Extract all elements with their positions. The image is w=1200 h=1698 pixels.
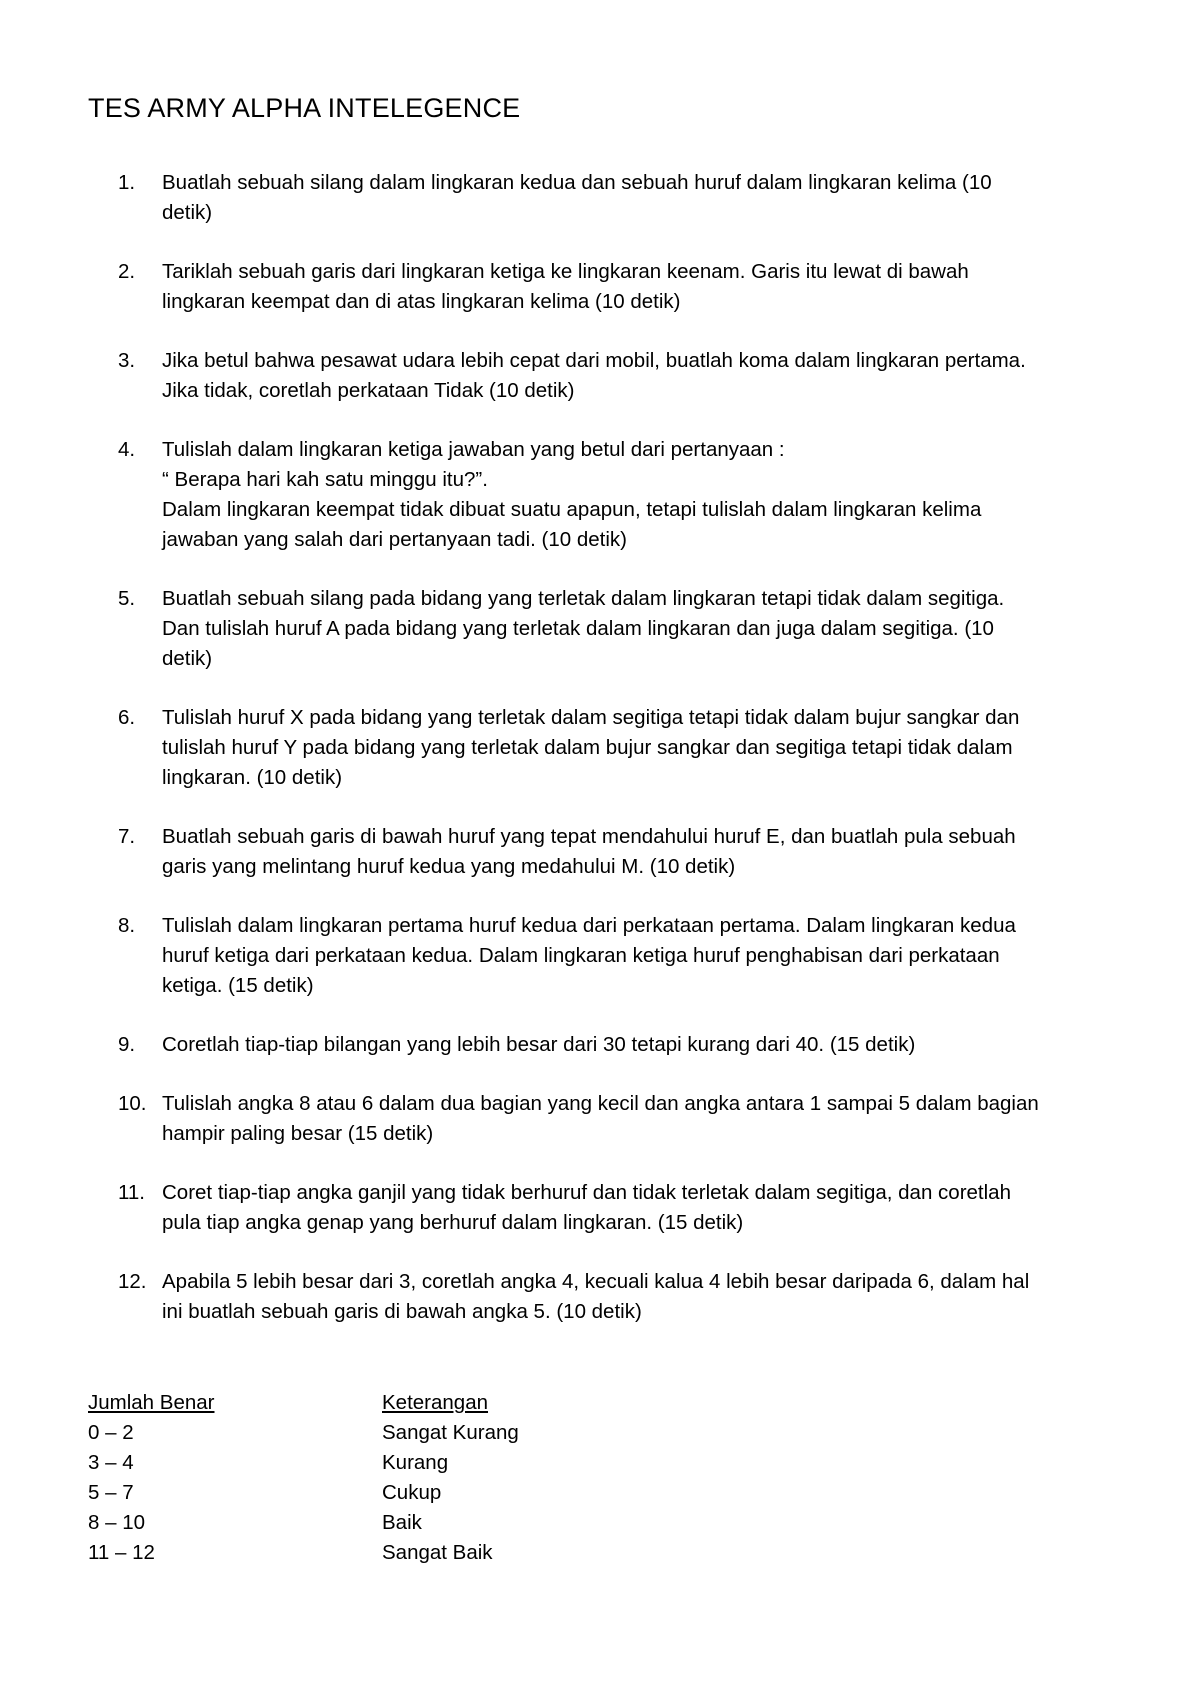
question-text-line: Coretlah tiap-tiap bilangan yang lebih besar dari 30 tetapi kurang dari 40. (15 detik) (162, 1033, 916, 1056)
question-item (88, 346, 1118, 406)
score-table (88, 1388, 519, 1568)
score-description: Cukup (382, 1481, 442, 1504)
question-number: 10. (118, 1092, 147, 1115)
score-row (88, 1508, 519, 1538)
question-text-line: Dan tulislah huruf A pada bidang yang terletak dalam lingkaran dan juga dalam segitiga. (10 (162, 617, 994, 640)
question-text-line: jawaban yang salah dari pertanyaan tadi. (10 detik) (162, 528, 627, 551)
question-text-line: ini buatlah sebuah garis di bawah angka 5. (10 detik) (162, 1300, 642, 1323)
score-description: Kurang (382, 1451, 449, 1474)
question-text-line: “ Berapa hari kah satu minggu itu?”. (162, 468, 488, 491)
score-range: 5 – 7 (88, 1481, 134, 1504)
score-table-header (88, 1388, 519, 1418)
document-title: TES ARMY ALPHA INTELEGENCE (88, 93, 521, 123)
question-item (88, 1030, 1118, 1060)
question-text-line: Tulislah dalam lingkaran pertama huruf kedua dari perkataan pertama. Dalam lingkaran kedua (162, 914, 1016, 937)
score-range: 8 – 10 (88, 1511, 145, 1534)
question-number: 3. (118, 349, 136, 372)
question-number: 8. (118, 914, 136, 937)
question-item (88, 1089, 1118, 1149)
question-text-line: Tulislah huruf X pada bidang yang terletak dalam segitiga tetapi tidak dalam bujur sangkar dan (162, 706, 1020, 729)
header-jumlah-benar: Jumlah Benar (88, 1391, 215, 1414)
question-number: 11. (118, 1181, 145, 1204)
score-description: Sangat Kurang (382, 1421, 519, 1444)
question-text-line: Buatlah sebuah silang dalam lingkaran kedua dan sebuah huruf dalam lingkaran kelima (10 (162, 171, 992, 194)
question-text-line: ketiga. (15 detik) (162, 974, 314, 997)
question-text-line: detik) (162, 201, 213, 224)
question-text-line: Tariklah sebuah garis dari lingkaran ketiga ke lingkaran keenam. Garis itu lewat di bawah (162, 260, 969, 283)
question-number: 2. (118, 260, 136, 283)
question-text-line: garis yang melintang huruf kedua yang medahului M. (10 detik) (162, 855, 736, 878)
question-text-line: lingkaran. (10 detik) (162, 766, 343, 789)
question-text-line: pula tiap angka genap yang berhuruf dalam lingkaran. (15 detik) (162, 1211, 744, 1234)
question-item (88, 1178, 1118, 1238)
question-number: 9. (118, 1033, 136, 1056)
question-text-line: Buatlah sebuah silang pada bidang yang terletak dalam lingkaran tetapi tidak dalam segitiga. (162, 587, 1005, 610)
score-description: Sangat Baik (382, 1541, 493, 1564)
question-item (88, 435, 1118, 555)
score-range: 0 – 2 (88, 1421, 134, 1444)
question-number: 6. (118, 706, 136, 729)
score-range: 11 – 12 (88, 1541, 155, 1564)
score-row (88, 1448, 519, 1478)
question-text-line: tulislah huruf Y pada bidang yang terletak dalam bujur sangkar dan segitiga tetapi tidak dalam (162, 736, 1013, 759)
header-keterangan: Keterangan (382, 1391, 489, 1414)
question-text-line: Apabila 5 lebih besar dari 3, coretlah angka 4, kecuali kalua 4 lebih besar daripada 6, dalam hal (162, 1270, 1030, 1293)
question-item (88, 1267, 1118, 1327)
question-item (88, 257, 1118, 317)
question-text-line: Buatlah sebuah garis di bawah huruf yang tepat mendahului huruf E, dan buatlah pula sebuah (162, 825, 1016, 848)
question-item (88, 822, 1118, 882)
score-range: 3 – 4 (88, 1451, 134, 1474)
question-list (88, 168, 1118, 1356)
question-item (88, 703, 1118, 793)
question-number: 7. (118, 825, 136, 848)
score-row (88, 1478, 519, 1508)
question-item (88, 168, 1118, 228)
question-text-line: Tulislah angka 8 atau 6 dalam dua bagian yang kecil dan angka antara 1 sampai 5 dalam bagian (162, 1092, 1039, 1115)
question-number: 5. (118, 587, 136, 610)
question-text-line: detik) (162, 647, 213, 670)
question-text-line: Dalam lingkaran keempat tidak dibuat suatu apapun, tetapi tulislah dalam lingkaran kelima (162, 498, 982, 521)
question-item (88, 911, 1118, 1001)
question-text-line: huruf ketiga dari perkataan kedua. Dalam lingkaran ketiga huruf penghabisan dari perkataan (162, 944, 1000, 967)
question-text-line: Jika betul bahwa pesawat udara lebih cepat dari mobil, buatlah koma dalam lingkaran pertama. (162, 349, 1026, 372)
score-row (88, 1538, 519, 1568)
question-number: 1. (118, 171, 136, 194)
question-text-line: hampir paling besar (15 detik) (162, 1122, 434, 1145)
score-description: Baik (382, 1511, 422, 1534)
question-text-line: Coret tiap-tiap angka ganjil yang tidak berhuruf dan tidak terletak dalam segitiga, dan coretlah (162, 1181, 1011, 1204)
question-text-line: Jika tidak, coretlah perkataan Tidak (10 detik) (162, 379, 575, 402)
question-text-line: Tulislah dalam lingkaran ketiga jawaban yang betul dari pertanyaan : (162, 438, 785, 461)
question-number: 12. (118, 1270, 147, 1293)
question-item (88, 584, 1118, 674)
question-number: 4. (118, 438, 136, 461)
score-row (88, 1418, 519, 1448)
question-text-line: lingkaran keempat dan di atas lingkaran kelima (10 detik) (162, 290, 681, 313)
